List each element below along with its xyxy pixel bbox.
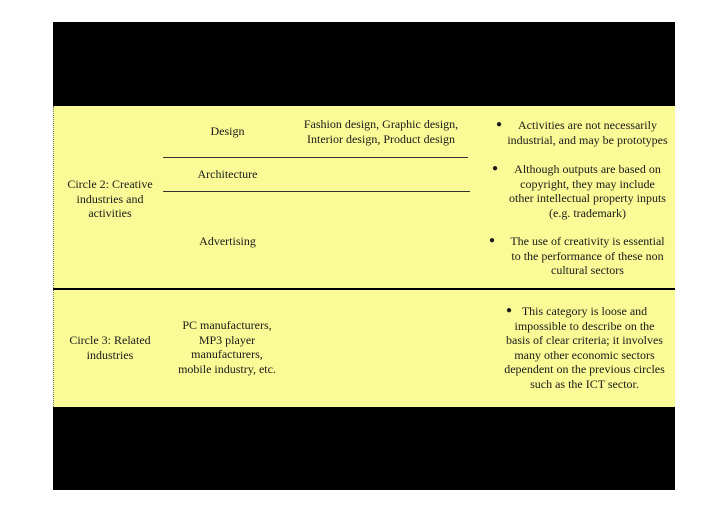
band1-left-edge (53, 106, 54, 288)
architecture-note: Although outputs are based on copyright, they may include other intellectual property inputs (e.g. trademark) (509, 162, 666, 220)
circle3-heading: Circle 3: Related industries (69, 333, 151, 362)
architecture-note-bullet: ● (492, 163, 499, 174)
advertising-note-bullet: ● (489, 235, 496, 246)
design-note-bullet: ● (496, 119, 503, 130)
circle2-heading: Circle 2: Creative industries and activities (67, 177, 153, 220)
advertising-label: Advertising (199, 234, 256, 248)
design-divider (163, 157, 468, 158)
architecture-divider (163, 191, 470, 192)
band2-left-edge (53, 290, 54, 407)
circle3-examples: PC manufacturers, MP3 player manufacturers, mobile industry, etc. (178, 318, 276, 376)
architecture-label: Architecture (197, 167, 258, 181)
advertising-note: The use of creativity is essential to the performance of these non cultural sectors (510, 234, 665, 277)
design-examples: Fashion design, Graphic design, Interior design, Product design (303, 117, 459, 146)
circle3-note-bullet: ● (506, 305, 513, 316)
design-note: Activities are not necessarily industrial, and may be prototypes (507, 118, 668, 147)
circle3-note: This category is loose and impossible to describe on the basis of clear criteria; it involves many other economic sectors dependent on the previous circles such as the ICT sector. (504, 304, 665, 391)
design-label: Design (210, 124, 245, 138)
